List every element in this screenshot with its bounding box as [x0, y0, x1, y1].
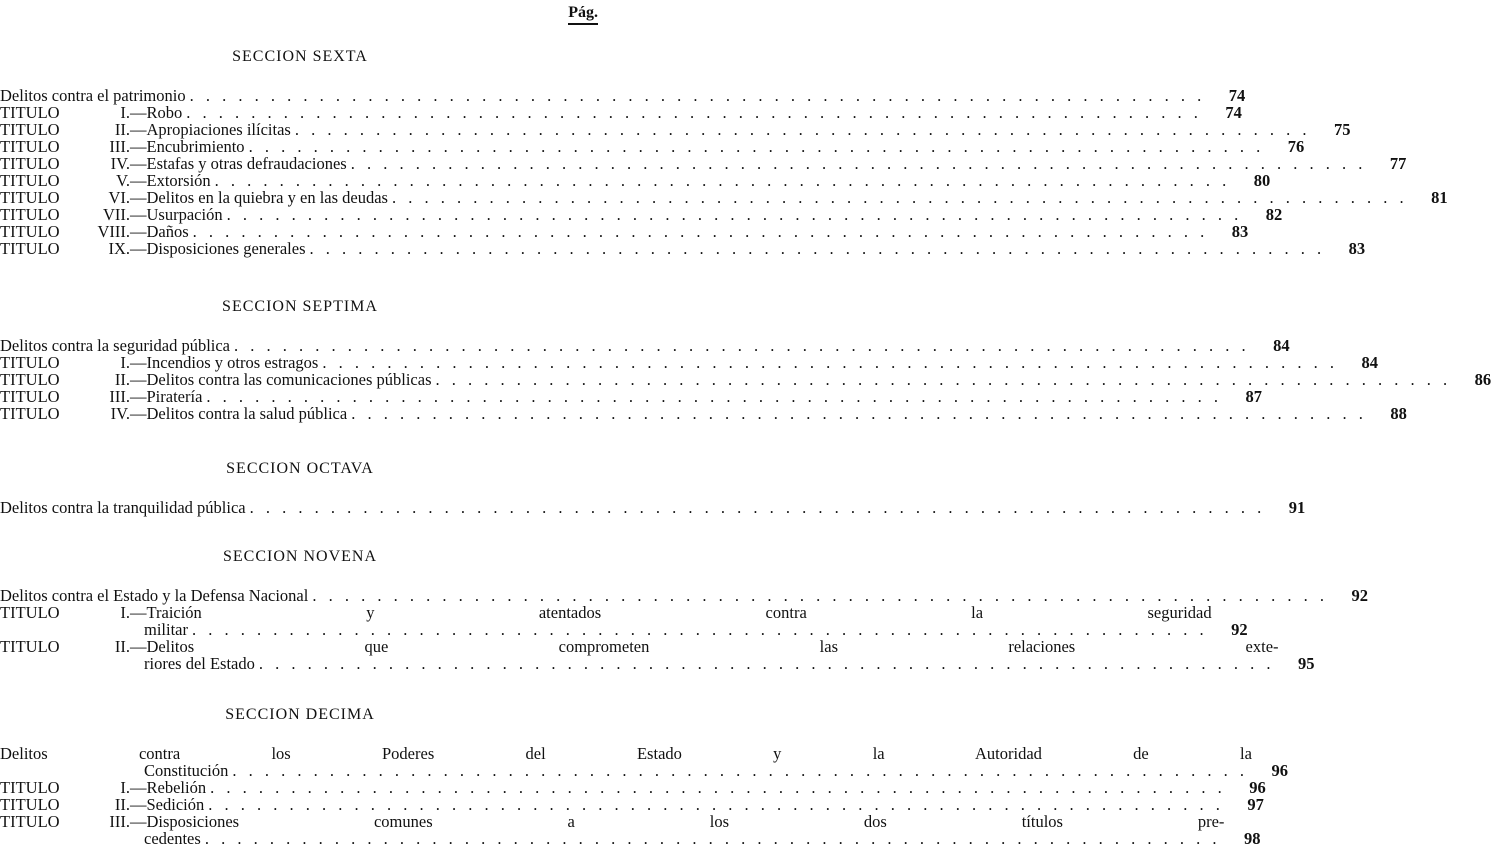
leader-dots: [227, 206, 1243, 223]
titulo-label: TITULO: [0, 778, 60, 797]
page-number: 74: [1228, 86, 1246, 105]
toc-entry[interactable]: [0, 137, 1305, 156]
titulo-label: TITULO: [0, 353, 60, 372]
entry-text: —Daños: [130, 222, 189, 241]
heading-text: Delitos contra la tranquilidad pública: [0, 498, 246, 517]
heading-text: Delitos contra el Estado y la Defensa Nacional: [0, 586, 309, 605]
entry-text: —Robo: [130, 103, 183, 122]
section-title: SECCION SEXTA: [232, 48, 368, 65]
titulo-label: TITULO: [0, 120, 60, 139]
entry-text: —Encubrimiento: [130, 137, 245, 156]
toc-entry[interactable]: [0, 387, 1263, 406]
toc-entry[interactable]: [0, 795, 1264, 814]
titulo-number: III.: [109, 387, 130, 406]
titulo-number: II.: [114, 637, 130, 656]
titulo-number: II.: [114, 795, 130, 814]
titulo-label: TITULO: [0, 154, 60, 173]
page-number: 92: [1351, 586, 1368, 605]
section-heading-entry[interactable]: [0, 744, 1288, 780]
titulo-number: III.: [109, 812, 130, 831]
entry-text: —Sedición: [130, 795, 205, 814]
titulo-number: IV.: [110, 154, 130, 173]
leader-dots: [190, 87, 1206, 104]
page-number: 86: [1474, 370, 1491, 389]
entry-text: —Disposiciones generales: [130, 239, 306, 258]
toc-entry[interactable]: [0, 370, 1491, 389]
entry-text: —Piratería: [130, 387, 203, 406]
page-number: 83: [1231, 222, 1249, 241]
titulo-label: TITULO: [0, 205, 60, 224]
leader-dots: [205, 830, 1221, 847]
leader-dots: [392, 189, 1408, 206]
leader-dots: [215, 172, 1231, 189]
toc-entry[interactable]: [0, 171, 1271, 190]
page-number: 88: [1390, 404, 1407, 423]
page-number: 82: [1265, 205, 1283, 224]
leader-dots: [295, 121, 1311, 138]
titulo-label: TITULO: [0, 222, 60, 241]
page-number: 96: [1271, 761, 1288, 780]
titulo-label: TITULO: [0, 637, 60, 656]
leader-dots: [351, 155, 1367, 172]
heading-text: Delitos contra el patrimonio: [0, 86, 186, 105]
page-number: 96: [1249, 778, 1266, 797]
titulo-label: TITULO: [0, 370, 60, 389]
leader-dots: [351, 405, 1367, 422]
page-number: 81: [1431, 188, 1448, 207]
titulo-label: TITULO: [0, 137, 60, 156]
section-sexta: [0, 48, 1448, 258]
titulo-number: V.: [116, 171, 130, 190]
page-number: 80: [1253, 171, 1271, 190]
section-title: SECCION OCTAVA: [226, 460, 374, 477]
titulo-number: II.: [114, 120, 130, 139]
page-number: 91: [1288, 498, 1306, 517]
toc-entry[interactable]: [0, 637, 1315, 673]
titulo-number: III.: [109, 137, 130, 156]
heading-text-line-2: Constitución: [144, 761, 229, 780]
leader-dots: [232, 762, 1248, 779]
leader-dots: [208, 796, 1224, 813]
titulo-label: TITULO: [0, 812, 60, 831]
entry-text: —Delitos contra las comunicaciones públicas: [130, 370, 432, 389]
section-decima: [0, 706, 1288, 848]
toc-entry[interactable]: [0, 603, 1248, 639]
entry-text: —Delitos en la quiebra y en las deudas: [130, 188, 388, 207]
section-title: SECCION NOVENA: [223, 548, 377, 565]
leader-dots: [234, 337, 1250, 354]
titulo-number: I.: [120, 603, 130, 622]
entry-text: —Rebelión: [130, 778, 207, 797]
entry-text-line-2: militar: [144, 620, 188, 639]
titulo-label: TITULO: [0, 171, 60, 190]
leader-dots: [322, 354, 1338, 371]
page-number: 95: [1298, 654, 1315, 673]
leader-dots: [312, 587, 1328, 604]
page-number: 84: [1361, 353, 1378, 372]
toc-entry[interactable]: [0, 154, 1407, 173]
section-title: SECCION DECIMA: [225, 706, 375, 723]
entry-text-line-2: cedentes: [144, 829, 201, 848]
leader-dots: [193, 223, 1209, 240]
page-number: 84: [1273, 336, 1290, 355]
titulo-label: TITULO: [0, 795, 60, 814]
titulo-number: IV.: [110, 404, 130, 423]
section-title: SECCION SEPTIMA: [222, 298, 378, 315]
titulo-number: I.: [120, 778, 130, 797]
page-number: 75: [1333, 120, 1351, 139]
page-column-header: Pág.: [568, 4, 598, 25]
titulo-number: II.: [114, 370, 130, 389]
entry-text-line-2: riores del Estado: [144, 654, 255, 673]
toc-entry[interactable]: [0, 353, 1378, 372]
heading-text: Delitos contra la seguridad pública: [0, 336, 231, 355]
toc-entry[interactable]: [0, 239, 1366, 258]
entry-text: —Extorsión: [130, 171, 211, 190]
titulo-number: IX.: [108, 239, 130, 258]
section-heading-entry[interactable]: [0, 336, 1290, 355]
page-number: 83: [1348, 239, 1366, 258]
leader-dots: [186, 104, 1202, 121]
leader-dots: [310, 240, 1326, 257]
leader-dots: [250, 499, 1266, 516]
page-number: 92: [1231, 620, 1248, 639]
page-number: 77: [1389, 154, 1407, 173]
toc-entry[interactable]: [0, 778, 1266, 797]
leader-dots: [210, 779, 1226, 796]
entry-text: —Delitos contra la salud pública: [130, 404, 348, 423]
entry-text-line-1: —Traición y atentados contra la seguridad: [130, 603, 1212, 622]
titulo-label: TITULO: [0, 103, 60, 122]
page-number: 87: [1245, 387, 1263, 406]
toc-entry[interactable]: [0, 222, 1249, 241]
titulo-label: TITULO: [0, 603, 60, 622]
page-number: 74: [1225, 103, 1242, 122]
page-number: 98: [1243, 829, 1261, 848]
page-number: 76: [1287, 137, 1305, 156]
entry-text: —Estafas y otras defraudaciones: [130, 154, 347, 173]
leader-dots: [249, 138, 1265, 155]
toc-entry[interactable]: [0, 404, 1407, 423]
toc-entry[interactable]: [0, 120, 1351, 139]
titulo-number: VIII.: [97, 222, 130, 241]
section-heading-entry[interactable]: [0, 86, 1246, 105]
leader-dots: [206, 388, 1222, 405]
leader-dots: [436, 371, 1452, 388]
section-septima: [0, 298, 1491, 423]
titulo-label: TITULO: [0, 404, 60, 423]
entry-text-line-1: —Disposiciones comunes a los dos títulos pre-: [130, 812, 1225, 831]
titulo-number: I.: [120, 103, 130, 122]
leader-dots: [259, 655, 1275, 672]
titulo-number: I.: [120, 353, 130, 372]
heading-text-line-1: Delitos contra los Poderes del Estado y la Autoridad de la: [0, 744, 1252, 763]
entry-text: —Usurpación: [130, 205, 223, 224]
toc-entry[interactable]: [0, 205, 1283, 224]
leader-dots: [192, 621, 1208, 638]
section-heading-entry[interactable]: [0, 586, 1368, 605]
titulo-number: VI.: [108, 188, 130, 207]
titulo-number: VII.: [102, 205, 130, 224]
toc-entry[interactable]: [0, 812, 1261, 848]
section-heading-entry[interactable]: [0, 498, 1306, 517]
page-number: 97: [1247, 795, 1264, 814]
titulo-label: TITULO: [0, 239, 60, 258]
section-novena: [0, 548, 1368, 673]
titulo-label: TITULO: [0, 188, 60, 207]
entry-text: —Incendios y otros estragos: [130, 353, 319, 372]
section-octava: [0, 460, 1306, 517]
titulo-label: TITULO: [0, 387, 60, 406]
toc-entry[interactable]: [0, 103, 1242, 122]
toc-entry[interactable]: [0, 188, 1448, 207]
entry-text: —Apropiaciones ilícitas: [130, 120, 291, 139]
entry-text-line-1: —Delitos que comprometen las relaciones exte-: [130, 637, 1279, 656]
